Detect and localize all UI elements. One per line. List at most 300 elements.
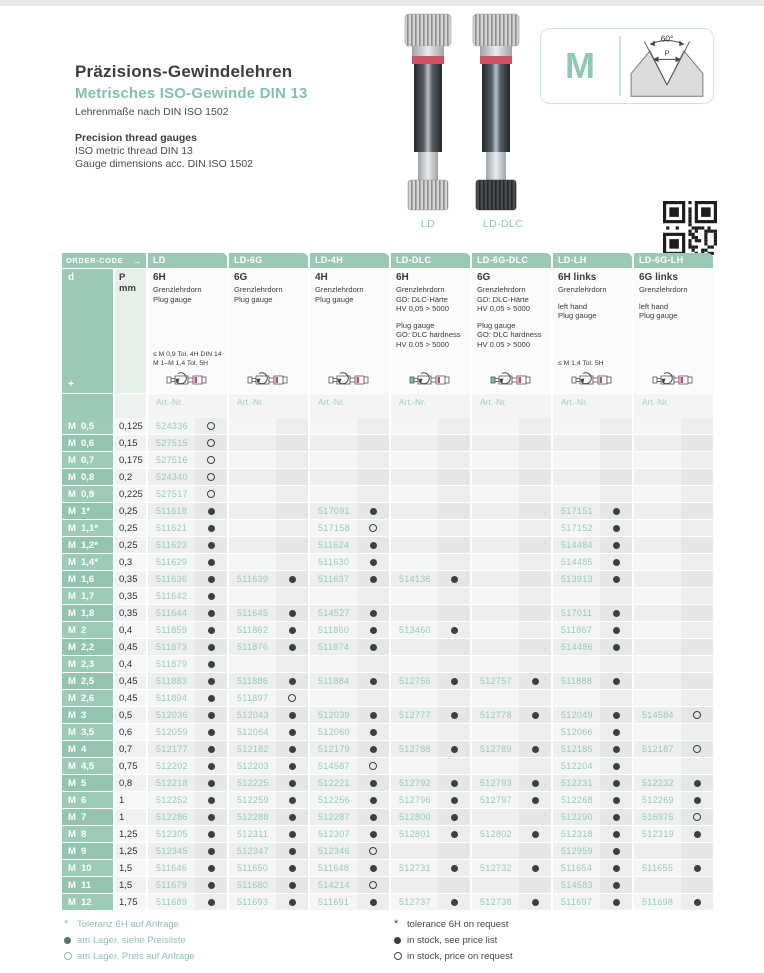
stock-indicator [195,877,227,893]
artnr-value: 511876 [237,642,269,652]
artnr-cell [227,894,308,911]
artnr-cell [146,775,227,792]
artnr-value: 512287 [318,812,350,822]
stock-dot-open [207,439,215,447]
artnr-cell [551,690,632,707]
stock-dot-filled [370,678,377,685]
stock-indicator [357,554,389,570]
stock-dot-filled [208,610,215,617]
artnr-value: 511884 [318,676,350,686]
stock-indicator [519,860,551,876]
stock-indicator [357,826,389,842]
stock-indicator [600,877,632,893]
artnr-cell [470,877,551,894]
artnr-label: Art.-Nr. [227,394,308,418]
plus-label: + [68,379,74,390]
artnr-cell [632,605,713,622]
artnr-value: 527517 [156,489,188,499]
artnr-value: 511894 [156,693,188,703]
stock-indicator [276,775,308,791]
artnr-value: 513913 [561,574,593,584]
stock-indicator [600,741,632,757]
artnr-value: 511639 [237,574,269,584]
artnr-cell [389,860,470,877]
artnr-cell [389,758,470,775]
size-value: 1,6 [81,573,95,585]
artnr-value: 512177 [156,744,188,754]
stock-dot-filled [289,576,296,583]
stock-indicator [357,656,389,672]
column-header-ld-dlc [389,269,470,393]
artnr-value: 511879 [156,659,188,669]
stock-dot-filled [289,746,296,753]
artnr-value: 512269 [642,795,674,805]
artnr-cell [389,775,470,792]
artnr-cell [146,877,227,894]
size-value: 0,8 [81,471,95,483]
artnr-value: 512202 [156,761,188,771]
stock-dot-filled [208,814,215,821]
stock-indicator [519,503,551,519]
artnr-value: 512731 [399,863,431,873]
stock-indicator [438,758,470,774]
artnr-cell [470,537,551,554]
artnr-value: 511873 [156,642,188,652]
artnr-cell [146,826,227,843]
m-prefix: M [68,607,76,619]
artnr-value: 512256 [318,795,350,805]
artnr-cell [551,894,632,911]
stock-indicator [357,469,389,485]
stock-dot-filled [451,576,458,583]
thread-profile-icon [621,32,714,100]
stock-indicator [681,656,713,672]
pitch-value: 0,8 [113,775,146,792]
artnr-cell [389,571,470,588]
stock-dot-open [693,711,701,719]
column-desc-line: Plug gauge [234,294,273,304]
pitch-value: 0,35 [113,605,146,622]
stock-indicator [600,435,632,451]
stock-dot-filled [289,610,296,617]
stock-dot-filled [613,865,620,872]
stock-indicator [600,792,632,808]
stock-dot-filled [289,882,296,889]
gauge-schematic [153,371,224,389]
pitch-value: 0,7 [113,741,146,758]
artnr-cell [632,775,713,792]
stock-indicator [195,622,227,638]
table-row [62,571,713,588]
stock-dot-filled [208,780,215,787]
stock-indicator [357,605,389,621]
artnr-value: 512778 [480,710,512,720]
artnr-cell [632,792,713,809]
artnr-cell [470,894,551,911]
artnr-cell [632,622,713,639]
stock-dot-filled [208,661,215,668]
artnr-cell [551,520,632,537]
column-header-ld-6g-lh [632,269,713,393]
stock-indicator [519,622,551,638]
artnr-cell [227,418,308,435]
stock-indicator [600,571,632,587]
stock-indicator [600,503,632,519]
artnr-cell [308,877,389,894]
artnr-value: 512347 [237,846,269,856]
table-row [62,503,713,520]
stock-indicator [276,690,308,706]
stock-indicator [681,809,713,825]
pitch-value: 0,4 [113,656,146,673]
artnr-cell [632,588,713,605]
stock-indicator [519,826,551,842]
artnr-value: 512737 [399,897,431,907]
m-prefix: M [68,709,76,721]
artnr-cell [551,724,632,741]
artnr-cell [308,452,389,469]
thread-size-label [62,877,113,894]
table-row [62,707,713,724]
artnr-value: 511629 [156,557,188,567]
stock-dot-filled [208,763,215,770]
stock-indicator [438,639,470,655]
stock-indicator [600,656,632,672]
pitch-value: 1,25 [113,843,146,860]
stock-dot-filled [289,644,296,651]
stock-indicator [519,537,551,553]
pitch-value: 0,125 [113,418,146,435]
thread-size-label [62,435,113,452]
artnr-value: 512801 [399,829,431,839]
artnr-value: 512757 [480,676,512,686]
size-value: 0,9 [81,488,95,500]
artnr-value: 512305 [156,829,188,839]
stock-indicator [276,571,308,587]
thread-size-label [62,860,113,877]
stock-indicator [681,775,713,791]
stock-indicator [519,486,551,502]
stock-indicator [519,673,551,689]
stock-indicator [438,894,470,910]
artnr-value: 511644 [156,608,188,618]
size-value: 12 [81,896,92,908]
stock-indicator [276,877,308,893]
stock-dot-filled [370,780,377,787]
pitch-value: 0,25 [113,537,146,554]
stock-indicator [438,520,470,536]
stock-indicator [195,792,227,808]
artnr-value: 512059 [156,727,188,737]
stock-indicator [276,503,308,519]
stock-dot-filled [289,712,296,719]
thread-size-label [62,724,113,741]
stock-indicator [276,741,308,757]
artnr-cell [632,503,713,520]
artnr-value: 512218 [156,778,188,788]
legend-item [64,916,195,932]
stock-dot-filled [370,729,377,736]
artnr-cell [470,469,551,486]
stock-dot-filled [451,899,458,906]
thread-size-label [62,741,113,758]
pitch-value: 0,2 [113,469,146,486]
stock-indicator [276,639,308,655]
artnr-cell [470,520,551,537]
m-prefix: M [68,454,76,466]
artnr-cell [632,418,713,435]
stock-dot-open [693,813,701,821]
artnr-cell [551,537,632,554]
legend-item [394,932,513,948]
artnr-cell [308,690,389,707]
artnr-cell [146,656,227,673]
stock-indicator [195,554,227,570]
artnr-value: 512319 [642,829,674,839]
stock-dot-filled [613,508,620,515]
stock-dot-filled [613,882,620,889]
artnr-cell [308,605,389,622]
stock-indicator [195,418,227,434]
artnr-value: 511636 [156,574,188,584]
size-value: 9 [81,845,87,857]
artnr-cell [146,520,227,537]
artnr-value: 511689 [156,897,188,907]
stock-indicator [681,537,713,553]
artnr-cell [227,520,308,537]
stock-indicator [195,571,227,587]
artnr-value: 517011 [561,608,593,618]
column-tab-ld-6g: LD-6G [227,253,308,268]
artnr-label: Art.-Nr. [308,394,389,418]
stock-indicator [438,809,470,825]
stock-indicator [600,452,632,468]
m-prefix: M [68,658,76,670]
header-line2-en: ISO metric thread DIN 13 [75,145,193,157]
artnr-value: 512307 [318,829,350,839]
artnr-cell [389,843,470,860]
stock-indicator [276,809,308,825]
artnr-cell [470,503,551,520]
artnr-cell [470,792,551,809]
stock-indicator [357,758,389,774]
artnr-cell [470,639,551,656]
m-prefix: M [68,471,76,483]
artnr-cell [389,724,470,741]
stock-dot-filled [451,831,458,838]
table-row [62,843,713,860]
pitch-value: 0,175 [113,452,146,469]
legend-german [64,916,195,964]
stock-dot-filled [208,644,215,651]
m-prefix: M [68,624,76,636]
thread-size-label [62,775,113,792]
stock-indicator [195,673,227,689]
filled-dot-icon [64,937,77,944]
stock-indicator [276,520,308,536]
table-row [62,724,713,741]
artnr-cell [551,639,632,656]
size-value: 2,5 [81,675,95,687]
artnr-cell [308,758,389,775]
artnr-value: 512064 [237,727,269,737]
stock-indicator [438,435,470,451]
artnr-value: 527516 [156,455,188,465]
artnr-cell [227,826,308,843]
artnr-value: 511630 [318,557,350,567]
product-label-ld: LD [420,218,436,230]
stock-indicator [357,622,389,638]
artnr-cell [470,605,551,622]
stock-dot-open [369,762,377,770]
artnr-value: 512221 [318,778,350,788]
stock-indicator [600,469,632,485]
stock-indicator [681,435,713,451]
stock-dot-open [369,881,377,889]
stock-indicator [195,843,227,859]
stock-indicator [681,571,713,587]
size-value: 2 [81,624,87,636]
order-code-header [62,253,146,268]
stock-dot-filled [208,627,215,634]
plug-gauge-icon [247,371,293,389]
size-value: 5 [81,777,87,789]
size-value: 3 [81,709,87,721]
size-value: 11 [81,879,92,891]
artnr-cell [551,809,632,826]
stock-indicator [357,486,389,502]
artnr-cell [470,809,551,826]
artnr-cell [470,588,551,605]
table-row [62,520,713,537]
plug-gauge-icon [409,371,455,389]
artnr-cell [308,418,389,435]
column-desc-line: GD: DLC-Härte [396,294,448,304]
plug-gauge-photo [395,12,545,216]
artnr-value: 512796 [399,795,431,805]
artnr-value: 524340 [156,472,188,482]
stock-dot-filled [613,746,620,753]
artnr-cell [632,537,713,554]
stock-indicator [357,588,389,604]
stock-indicator [519,435,551,451]
artnr-value: 511642 [156,591,188,601]
stock-indicator [195,588,227,604]
stock-dot-filled [613,797,620,804]
artnr-cell [470,622,551,639]
artnr-cell [308,775,389,792]
stock-indicator [519,724,551,740]
product-label-ld-dlc: LD-DLC [482,218,524,230]
artnr-cell [551,741,632,758]
artnr-cell [389,826,470,843]
column-desc-line: Plug gauge [639,311,678,320]
artnr-value: 512800 [399,812,431,822]
artnr-cell [227,860,308,877]
stock-indicator [357,843,389,859]
artnr-value: 511646 [156,863,188,873]
svg-text:P: P [664,48,670,58]
artnr-cell [146,588,227,605]
artnr-value: 512311 [237,829,269,839]
m-prefix: M [68,420,76,432]
m-prefix: M [68,539,76,551]
m-prefix: M [68,675,76,687]
stock-indicator [681,554,713,570]
plug-gauge-icon [571,371,617,389]
page-header [75,62,395,171]
artnr-value: 512792 [399,778,431,788]
artnr-cell [146,860,227,877]
artnr-cell [227,809,308,826]
stock-indicator [276,826,308,842]
artnr-value: 512039 [318,710,350,720]
stock-indicator [438,673,470,689]
artnr-cell [227,588,308,605]
stock-indicator [276,469,308,485]
pitch-value: 0,45 [113,639,146,656]
stock-dot-filled [208,542,215,549]
artnr-cell [470,656,551,673]
stock-indicator [438,503,470,519]
artnr-value: 512060 [318,727,350,737]
stock-indicator [600,588,632,604]
arrow-right-icon: → [132,255,142,266]
stock-indicator [600,809,632,825]
size-value: 1* [81,505,90,517]
artnr-cell [470,435,551,452]
pitch-value: 0,45 [113,690,146,707]
stock-indicator [519,758,551,774]
stock-indicator [357,690,389,706]
stock-indicator [438,656,470,672]
stock-dot-filled [289,780,296,787]
pitch-value: 0,225 [113,486,146,503]
pitch-value: 1 [113,792,146,809]
size-value: 3,5 [81,726,95,738]
stock-indicator [519,605,551,621]
stock-indicator [357,435,389,451]
artnr-cell [551,877,632,894]
stock-indicator [357,520,389,536]
artnr-cell [470,452,551,469]
stock-indicator [600,622,632,638]
artnr-cell [146,724,227,741]
stock-dot-filled [613,712,620,719]
artnr-value: 512225 [237,778,269,788]
stock-indicator [195,894,227,910]
stock-dot-filled [451,678,458,685]
artnr-cell [389,520,470,537]
column-note: ≤ M 0,9 Tol. 4H DIN 14 [153,351,222,358]
pitch-value: 0,25 [113,520,146,537]
artnr-cell [389,741,470,758]
stock-indicator [600,724,632,740]
artnr-cell [146,707,227,724]
plug-gauge-icon [490,371,536,389]
artnr-value: 512179 [318,744,350,754]
size-value: 1,4* [81,556,98,568]
thread-size-label [62,843,113,860]
stock-indicator [600,486,632,502]
column-header-ld [146,269,227,393]
stock-dot-filled [694,797,701,804]
stock-dot-filled [289,763,296,770]
gauge-schematic [315,371,386,389]
artnr-value: 512802 [480,829,512,839]
stock-indicator [600,605,632,621]
artnr-cell [470,690,551,707]
